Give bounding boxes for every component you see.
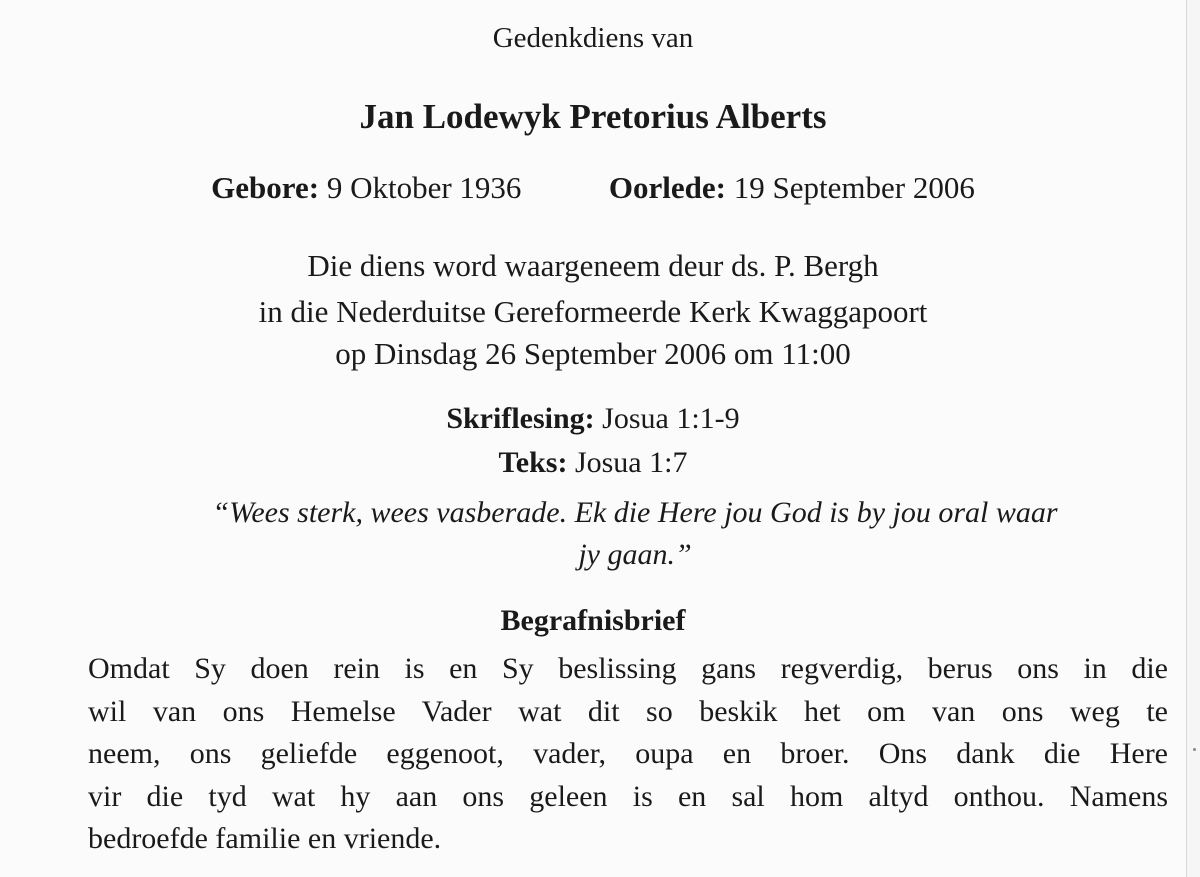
card-edge xyxy=(1186,0,1187,877)
scan-margin xyxy=(1187,0,1200,877)
quote-line-1: “Wees sterk, wees vasberade. Ek die Here jou God is by jou oral waar xyxy=(212,496,1058,529)
deceased-name: Jan Lodewyk Pretorius Alberts xyxy=(359,97,827,136)
funeral-letter xyxy=(88,648,1168,861)
service-line-1: Die diens word waargeneem deur ds. P. Bergh xyxy=(307,248,879,283)
letter-line: neem, ons geliefde eggenoot, vader, oupa en broer. Ons dank die Here xyxy=(88,737,1168,770)
born-date: 9 Oktober 1936 xyxy=(326,170,522,205)
letter-line: wil van ons Hemelse Vader wat dit so beskik het om van ons weg te xyxy=(88,694,1168,728)
service-line-2: in die Nederduitse Gereformeerde Kerk Kwaggapoort xyxy=(258,294,928,329)
born-label: Gebore: xyxy=(211,170,320,205)
letter-line: Omdat Sy doen rein is en Sy beslissing gans regverdig, berus ons in die xyxy=(88,652,1168,685)
quote-line-2: jy gaan.” xyxy=(578,538,692,571)
scripture-reading xyxy=(0,402,1186,436)
letter-line: bedroefde familie en vriende. xyxy=(88,822,442,855)
died-date: 19 September 2006 xyxy=(733,170,975,205)
scan-speck xyxy=(1193,748,1196,751)
text-value: Josua 1:7 xyxy=(574,446,688,479)
died-label: Oorlede: xyxy=(608,170,726,205)
text-label: Teks: xyxy=(498,446,568,479)
scripture-quote xyxy=(100,492,1170,576)
life-dates xyxy=(0,170,1186,206)
card-heading: Gedenkdiens van xyxy=(492,22,694,54)
sermon-text xyxy=(0,446,1186,480)
service-line-3: op Dinsdag 26 September 2006 om 11:00 xyxy=(335,336,851,371)
letter-line: vir die tyd wat hy aan ons geleen is en sal hom altyd onthou. Namens xyxy=(88,779,1168,813)
reading-label: Skriflesing: xyxy=(446,402,595,435)
letter-title: Begrafnisbrief xyxy=(500,604,686,637)
reading-value: Josua 1:1-9 xyxy=(602,402,740,435)
